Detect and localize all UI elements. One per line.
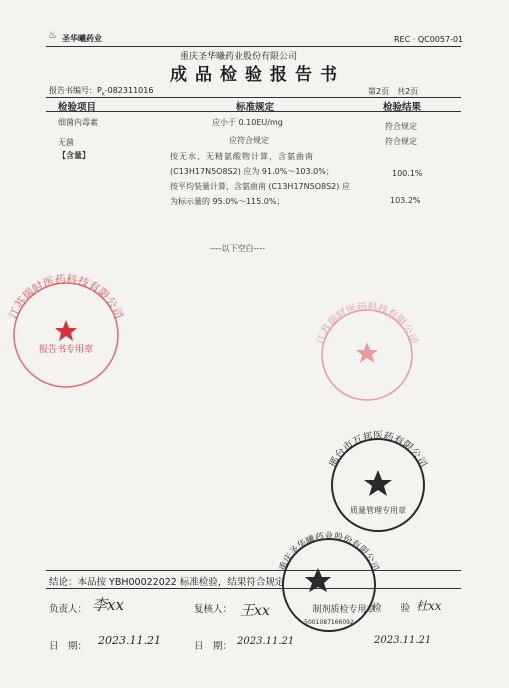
row-result: 符合规定 <box>385 137 417 146</box>
left-report-stamp <box>7 272 125 387</box>
right-seal-bottom-text: 质量管理专用章 <box>350 506 406 515</box>
row-item: 细菌内毒素 <box>58 118 98 127</box>
row-standard-line: 按无水、无精氨酸物计算，含氨曲南 <box>170 152 314 161</box>
row-result: 符合规定 <box>385 122 417 131</box>
svg-text:邢台市万邦医药有限公司 <box>327 429 429 469</box>
reviewer-signature: 王xx <box>240 603 270 619</box>
row-standard: 应小于 0.10EU/mg <box>212 118 283 127</box>
logo-text: 圣华曦药业 <box>62 34 102 43</box>
svg-text:重庆圣华曦药业股份有限公司 <box>276 530 380 573</box>
col-header-result: 检验结果 <box>383 102 422 113</box>
doc-code: REC · QC0057-01 <box>394 35 464 44</box>
reviewer-label: 复核人： <box>194 604 233 615</box>
inspector-label: 检 验 <box>372 603 411 614</box>
star-icon <box>356 342 378 363</box>
col-header-standard: 标准规定 <box>236 102 275 113</box>
report-number: 报告书编号：$P_k-082311016$ <box>49 86 154 98</box>
row-standard-line: 为标示量的 95.0%～115.0%； <box>170 197 285 206</box>
logo-icon: ♨ <box>48 30 57 41</box>
bottom-seal-number: 5001087166092 <box>304 619 354 626</box>
row-item: 无菌 <box>58 138 74 147</box>
right-seal-ring-text: 邢台市万邦医药有限公司 <box>327 430 429 470</box>
star-icon <box>55 320 77 341</box>
page-info: 第2页 共2页 <box>368 87 419 96</box>
bottom-seal-center-text: 制剂质检专用章 <box>312 605 376 615</box>
right-black-seal <box>327 429 429 531</box>
row-standard: 应符合规定 <box>229 136 269 145</box>
col-header-item: 检验项目 <box>58 102 97 113</box>
svg-text:江苏瑞时医药科技有限公司 <box>7 272 125 321</box>
star-icon <box>305 568 331 592</box>
row-standard-line: 按平均装量计算，含氨曲南 (C13H17N5O8S2) 应 <box>170 182 350 191</box>
left-stamp-ring-text: 江苏瑞时医药科技有限公司 <box>6 272 126 321</box>
report-title: 成品检验报告书 <box>170 65 345 85</box>
right-faint-stamp-ring-text: 江苏瑞时医药科技有限公司 <box>315 301 419 346</box>
date-label-2: 日 期： <box>194 641 233 652</box>
bottom-seal-ring-text: 重庆圣华曦药业股份有限公司 <box>278 532 380 573</box>
star-icon <box>364 470 392 496</box>
left-stamp-bottom-text: 报告书专用章 <box>38 345 94 355</box>
conclusion-text: 结论：本品按 YBH00022022 标准检验，结果符合规定 <box>49 577 285 588</box>
blank-below-marker: ----以下空白---- <box>210 244 266 253</box>
responsible-label: 负责人： <box>49 604 88 615</box>
right-faint-stamp <box>315 300 420 400</box>
inspector-signature: 杜xx <box>416 599 442 613</box>
date-value-2: 2023.11.21 <box>237 636 295 647</box>
date-label-1: 日 期： <box>49 641 88 652</box>
row-standard-line: (C13H17N5O8S2) 应为 91.0%～103.0%； <box>170 167 334 176</box>
row-result: 103.2% <box>390 196 421 205</box>
date-value-1: 2023.11.21 <box>98 634 161 647</box>
company-name: 重庆圣华曦药业股份有限公司 <box>180 52 298 62</box>
bottom-black-seal <box>276 530 380 631</box>
row-result: 100.1% <box>392 169 423 178</box>
svg-text:江苏瑞时医药科技有限公司 <box>315 300 420 346</box>
row-item: 【含量】 <box>58 151 90 160</box>
responsible-signature: 李xx <box>92 596 124 614</box>
date-value-3: 2023.11.21 <box>374 635 432 646</box>
